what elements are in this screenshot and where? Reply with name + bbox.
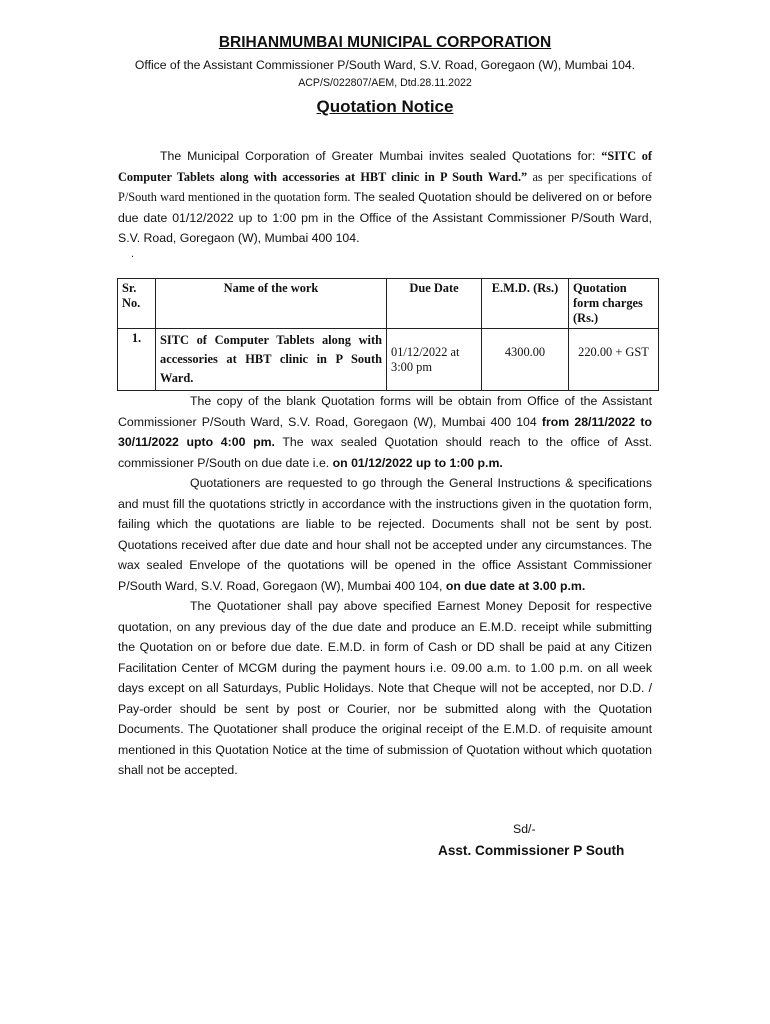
cell-due: 01/12/2022 at 3:00 pm xyxy=(387,329,482,391)
para2-a: The copy of the blank Quotation forms will be obtain from Office of the Assistant Commissioner P/South Ward, S.V. Road, Goregaon (W), Mumbai 400 104 xyxy=(118,394,652,429)
body-text xyxy=(118,391,652,781)
col-name: Name of the work xyxy=(156,279,387,329)
para-copy xyxy=(118,391,652,473)
signatory-name: Asst. Commissioner P South xyxy=(438,843,625,858)
col-due: Due Date xyxy=(387,279,482,329)
para2-b: from 28/11/2022 to 30/11/2022 upto 4:00 pm. xyxy=(118,414,652,449)
signature-sd: Sd/- xyxy=(513,822,536,836)
para2-c: The wax sealed Quotation should reach to the office of Asst. commissioner P/South on due date i.e. xyxy=(118,435,653,470)
work-table xyxy=(117,278,659,391)
cell-name: SITC of Computer Tablets along with accessories at HBT clinic in P South Ward. xyxy=(156,329,387,391)
reference-number: ACP/S/022807/AEM, Dtd.28.11.2022 xyxy=(298,77,472,89)
cell-sr: 1. xyxy=(118,329,156,391)
intro-paragraph xyxy=(118,146,652,249)
para3-a: Quotationers are requested to go through the General Instructions & specifications and must fill the quotations strictly in accordance with the instructions given in the quotation form, failing which the quotations are liable to be rejected. Documents shall not be sent by post. Quotations received after due date and hour shall not be accepted under any circumstances. The wax sealed Envelope of the quotations will be opened in the office Assistant Commissioner P/South Ward, S.V. Road, Goregaon (W), Mumbai 400 104, xyxy=(118,476,652,593)
para-emd: The Quotationer shall pay above specified Earnest Money Deposit for respective quotation, on any previous day of the due date and produce an E.M.D. receipt while submitting the Quotation on or before due date. E.M.D. in form of Cash or DD shall be paid at any Citizen Facilitation Center of MCGM during the payment hours i.e. 09.00 a.m. to 1.00 p.m. on all week days except on all Saturdays, Public Holidays. Note that Cheque will not be accepted, nor D.D. / Pay-order should be sent by post or Courier, nor be submitted along with the Quotation Documents. The Quotationer shall produce the original receipt of the E.M.D. of requisite amount mentioned in this Quotation Notice at the time of submission of Quotation without which quotation shall not be accepted. xyxy=(118,599,652,777)
intro-post-serif: as per specifications of P/South ward mentioned in the quotation form. xyxy=(118,169,652,204)
para-instructions xyxy=(118,473,652,596)
table-header-row xyxy=(118,279,659,329)
intro-post-sans: The sealed Quotation should be delivered on or before due date 01/12/2022 up to 1:00 pm in the Office of the Assistant Commissioner P/South Ward, S.V. Road, Goregaon (W), Mumbai 400 104. xyxy=(118,190,652,245)
col-sr: Sr. No. xyxy=(118,279,156,329)
col-emd: E.M.D. (Rs.) xyxy=(482,279,569,329)
stray-dot: . xyxy=(131,248,135,260)
intro-pre: The Municipal Corporation of Greater Mumbai invites sealed Quotations for: xyxy=(160,149,602,163)
organization-title: BRIHANMUMBAI MUNICIPAL CORPORATION xyxy=(218,34,552,51)
cell-emd: 4300.00 xyxy=(482,329,569,391)
notice-heading: Quotation Notice xyxy=(316,97,454,116)
table-row xyxy=(118,329,659,391)
office-address: Office of the Assistant Commissioner P/South Ward, S.V. Road, Goregaon (W), Mumbai 104. xyxy=(134,58,636,72)
para2-d: on 01/12/2022 up to 1:00 p.m. xyxy=(332,455,503,470)
intro-work: “SITC of Computer Tablets along with accessories at HBT clinic in P South Ward.” xyxy=(118,149,652,184)
col-charges: Quotation form charges (Rs.) xyxy=(569,279,659,329)
para3-b: on due date at 3.00 p.m. xyxy=(445,578,586,593)
cell-charges: 220.00 + GST xyxy=(569,329,659,391)
